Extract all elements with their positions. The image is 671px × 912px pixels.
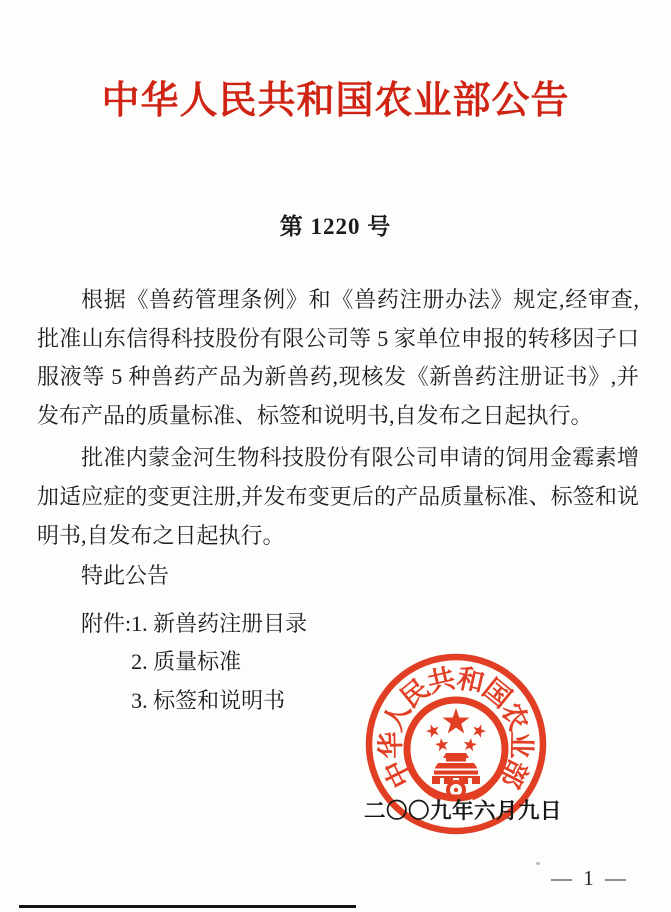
- scan-artifact-line: [19, 905, 356, 908]
- seal-char: 国: [476, 673, 517, 714]
- attachment-item-1: 1. 新兽药注册目录: [131, 610, 308, 636]
- page-title: 中华人民共和国农业部公告: [101, 80, 570, 122]
- seal-char: 人: [377, 697, 417, 736]
- seal-char: 和: [454, 663, 488, 699]
- attachments-block: [81, 605, 639, 721]
- national-emblem-icon: [407, 700, 505, 798]
- paragraph-1: 根据《兽药管理条例》和《兽药注册办法》规定,经审查,批准山东信得科技股份有限公司等 5 家单位申报的转移因子口服液等 5 种兽药产品为新兽药,现核发《新兽药注册证书》,并发布产品的质量标准、标签和说明书,自发布之日起执行。: [37, 287, 639, 428]
- attachment-item-3: 3. 标签和说明书: [131, 687, 286, 713]
- attachments-list: [131, 605, 307, 721]
- attachments-label: 附件:: [81, 610, 132, 636]
- doc-number: 第 1220 号: [279, 214, 392, 239]
- seal-char: 业: [505, 731, 537, 759]
- seal-char: 共: [424, 663, 458, 699]
- attachment-item-2: 2. 质量标准: [131, 649, 242, 675]
- paragraph-2: 批准内蒙金河生物科技股份有限公司申请的饲用金霉素增加适应症的变更注册,并发布变更后的产品质量标准、标签和说明书,自发布之日起执行。: [37, 445, 639, 548]
- scan-speck: [536, 862, 540, 865]
- seal-char: 华: [375, 731, 407, 759]
- seal-char: 中: [378, 754, 418, 793]
- closing-line: 特此公告: [81, 563, 170, 589]
- issue-date: 二〇〇九年六月九日: [364, 799, 563, 823]
- seal-char: 农: [495, 697, 535, 736]
- page-number: — 1 —: [551, 866, 629, 890]
- seal-char: 民: [395, 673, 436, 714]
- seal-char: 部: [494, 754, 534, 793]
